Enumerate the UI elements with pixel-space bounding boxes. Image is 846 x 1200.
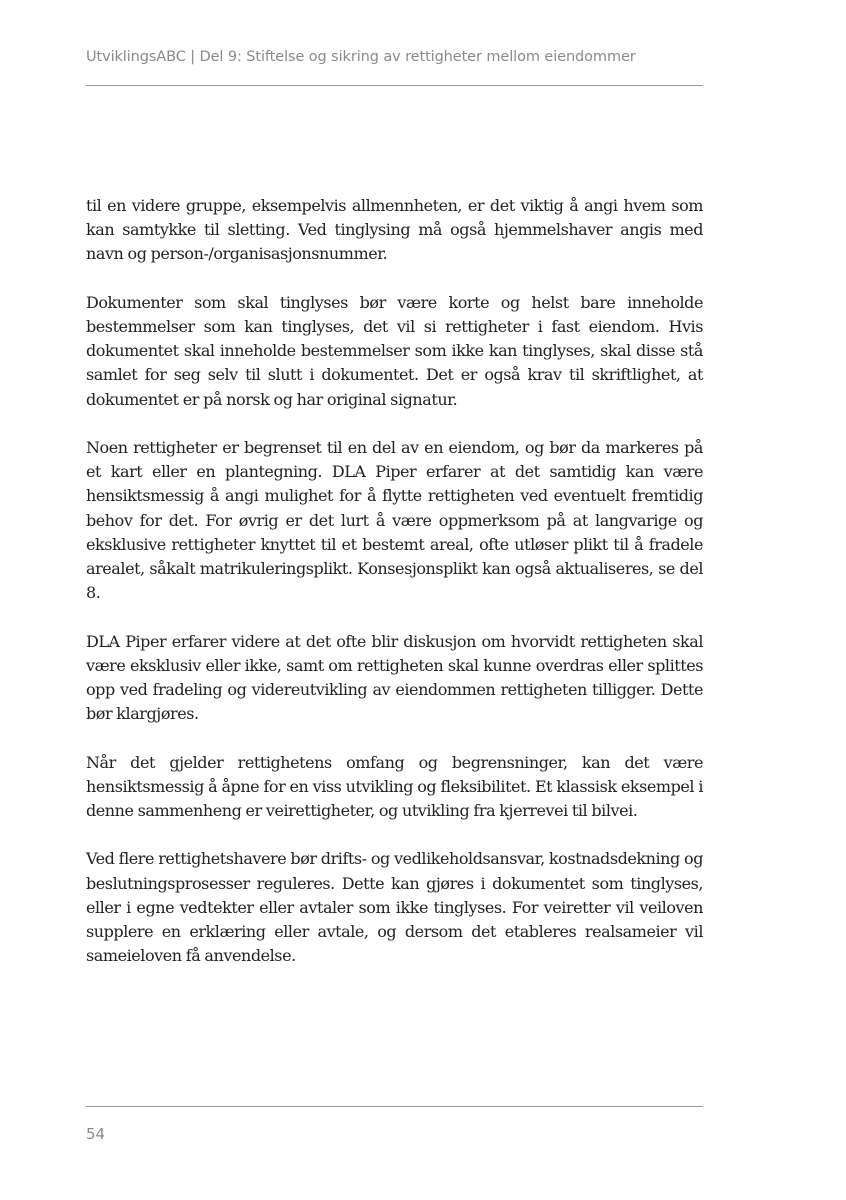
running-header: UtviklingsABC | Del 9: Stiftelse og sikring av rettigheter mellom eiendommer bbox=[86, 49, 636, 65]
document-body bbox=[86, 194, 703, 993]
header-divider bbox=[86, 85, 703, 86]
footer-divider bbox=[86, 1106, 703, 1107]
body-paragraph: DLA Piper erfarer videre at det ofte blir diskusjon om hvorvidt rettigheten skal være eksklusiv eller ikke, samt om rettigheten skal kunne overdras eller splittes opp ved fradeling og videreutvikling av eiendommen rettigheten tilligger. Dette bør klargjøres. bbox=[86, 631, 703, 724]
body-paragraph: til en videre gruppe, eksempelvis allmennheten, er det viktig å angi hvem som kan samtykke til sletting. Ved tinglysing må også hjemmelshaver angis med navn og person-/organisasjonsnummer. bbox=[86, 196, 703, 264]
body-paragraph: Dokumenter som skal tinglyses bør være korte og helst bare inneholde bestemmelser som kan tinglyses, det vil si rettigheter i fast eiendom. Hvis dokumentet skal inneholde bestemmelser som ikke kan tinglyses, skal disse stå samlet for seg selv til slutt i dokumentet. Det er også krav til skriftlighet, at dokumentet er på norsk og har original signatur. bbox=[86, 292, 703, 409]
page-number: 54 bbox=[86, 1125, 106, 1143]
body-paragraph: Noen rettigheter er begrenset til en del av en eiendom, og bør da markeres på et kart eller en plantegning. DLA Piper erfarer at det samtidig kan være hensiktsmessig å angi mulighet for å flytte rettigheten ved eventuelt fremtidig behov for det. For øvrig er det lurt å være oppmerksom på at langvarige og eksklusive rettigheter knyttet til et bestemt areal, ofte utløser plikt til å fradele arealet, såkalt matrikuleringsplikt. Konsesjonsplikt kan også aktualiseres, se del 8. bbox=[86, 438, 703, 603]
body-paragraph: Når det gjelder rettighetens omfang og begrensninger, kan det være hensiktsmessig å åpne for en viss utvikling og fleksibilitet. Et klassisk eksempel i denne sammenheng er veirettigheter, og utvikling fra kjerrevei til bilvei. bbox=[86, 752, 703, 821]
body-paragraph: Ved flere rettighetshavere bør drifts- og vedlikeholdsansvar, kostnadsdekning og beslutningsprosesser reguleres. Dette kan gjøres i dokumentet som tinglyses, eller i egne vedtekter eller avtaler som ikke tinglyses. For veiretter vil veiloven supplere en erklæring eller avtale, og dersom det etableres realsameier vil sameieloven få anvendelse. bbox=[86, 849, 703, 966]
